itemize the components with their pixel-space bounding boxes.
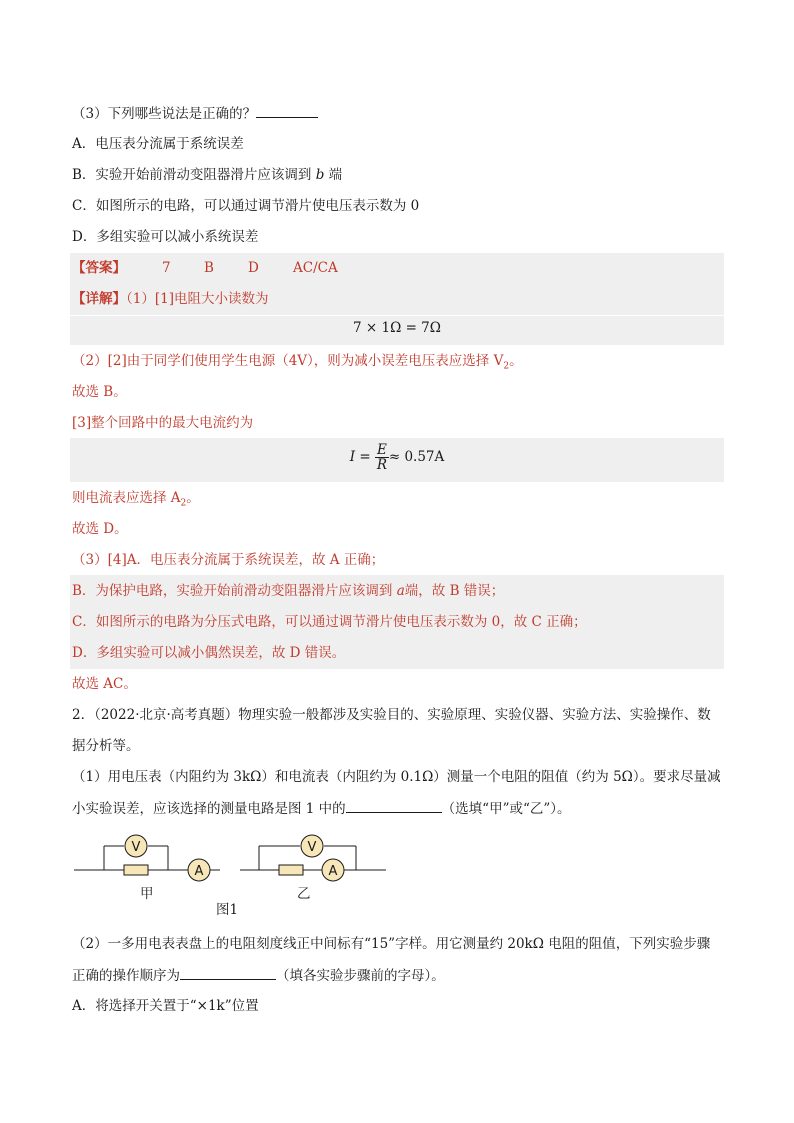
fig-label-yi: 乙	[297, 886, 311, 902]
ammeter-jia-label: A	[194, 864, 204, 879]
q3-prompt-text: （3）下列哪些说法是正确的？	[72, 106, 257, 122]
q3-option-c: C．如图所示的电路，可以通过调节滑片使电压表示数为 0	[72, 198, 420, 214]
detail-label: 【详解】	[72, 291, 126, 307]
q3-option-a: A．电压表分流属于系统误差	[72, 136, 244, 152]
answer-value-2: B	[204, 260, 214, 276]
detail-p5-var: a	[396, 583, 405, 599]
answer-label: 【答案】	[72, 260, 126, 276]
answer-row	[72, 258, 338, 278]
q2-step-a: A．将选择开关置于“×1k”位置	[72, 998, 259, 1014]
detail-choose-d: 故选 D。	[72, 521, 128, 537]
formula-current-num: E	[376, 442, 387, 458]
detail-p5-post: 端，故 B 错误；	[404, 583, 505, 599]
resistor-jia	[124, 865, 148, 875]
q2-header-cont: 据分析等。	[72, 738, 140, 754]
formula-current-eq: =	[355, 449, 375, 465]
detail-p5	[72, 581, 504, 601]
formula-current	[70, 443, 724, 472]
ammeter-yi-label: A	[328, 864, 338, 879]
detail-p4: （3）[4]A．电压表分流属于系统误差，故 A 正确；	[72, 552, 385, 568]
detail-intro: （1）[1]电阻大小读数为	[126, 291, 269, 307]
detail-p6: C．如图所示的电路为分压式电路，可以通过调节滑片使电压表示数为 0，故 C 正确；	[72, 614, 587, 630]
q2-part2-blank	[180, 965, 276, 980]
q2-part2-line1: （2）一多用电表表盘上的电阻刻度线正中间标有“15”字样。用它测量约 20kΩ 电阻的阻值，下列实验步骤	[72, 936, 711, 952]
formula-current-lhs: I	[349, 449, 356, 465]
q2-part2-line2-pre: 正确的操作顺序为	[72, 968, 180, 984]
q2-part2-line2-post: （填各实验步骤前的字母）。	[276, 968, 445, 984]
detail-p2-text: （2）[2]由于同学们使用学生电源（4V），则为减小误差电压表应选择 V	[72, 353, 504, 369]
answer-value-3: D	[248, 260, 259, 276]
detail-ammeter-sub: 2	[180, 498, 187, 509]
q2-header: 2．（2022·北京·高考真题）物理实验一般都涉及实验目的、实验原理、实验仪器、实验方法、实验操作、数	[72, 707, 711, 723]
formula-current-fraction	[375, 443, 389, 472]
q2-part1-line2-pre: 小实验误差，应该选择的测量电路是图 1 中的	[72, 801, 346, 817]
q3-option-b-var: b	[315, 167, 325, 183]
formula-current-rhs: ≈ 0.57A	[388, 449, 445, 465]
detail-ammeter-text: 则电流表应选择 A	[72, 490, 181, 506]
q2-part1-line2-post: （选填“甲”或“乙”）。	[441, 801, 571, 817]
detail-p2-sub: 2	[503, 361, 510, 372]
answer-blank	[256, 103, 318, 118]
voltmeter-yi-label: V	[307, 840, 317, 855]
detail-ammeter-end: 。	[186, 490, 200, 506]
fig-caption: 图1	[216, 902, 239, 918]
fig-label-jia: 甲	[140, 886, 154, 902]
q3-option-b-text: B．实验开始前滑动变阻器滑片应该调到	[72, 167, 312, 183]
detail-p2	[72, 351, 523, 377]
detail-p7: D．多组实验可以减小偶然误差，故 D 错误。	[72, 645, 346, 661]
q2-part1-line2	[72, 798, 571, 819]
q2-part1-line1: （1）用电压表（内阻约为 3kΩ）和电流表（内阻约为 0.1Ω）测量一个电阻的阻值（约为 5Ω）。要求尽量减	[72, 769, 721, 785]
detail-choose-b: 故选 B。	[72, 384, 127, 400]
voltmeter-jia-label: V	[131, 840, 141, 855]
formula-current-den: R	[376, 457, 387, 473]
q3-option-b-tail: 端	[328, 167, 343, 183]
detail-p2-end: 。	[509, 353, 523, 369]
answer-value-4: AC/CA	[293, 260, 338, 276]
q3-option-b	[72, 165, 342, 185]
q3-prompt	[72, 103, 318, 124]
detail-p3: [3]整个回路中的最大电流约为	[72, 415, 254, 431]
detail-ammeter	[72, 488, 200, 514]
resistor-yi	[279, 865, 303, 875]
formula-resistance: 7 × 1Ω = 7Ω	[353, 320, 441, 336]
detail-intro-row	[72, 289, 268, 309]
answer-value-1: 7	[162, 260, 171, 276]
q3-option-d: D．多组实验可以减小系统误差	[72, 229, 259, 245]
detail-p5-pre: B．为保护电路，实验开始前滑动变阻器滑片应该调到	[72, 583, 397, 599]
detail-choose-ac: 故选 AC。	[72, 676, 137, 692]
q2-part2-line2	[72, 965, 445, 986]
q2-part1-blank	[346, 798, 442, 813]
